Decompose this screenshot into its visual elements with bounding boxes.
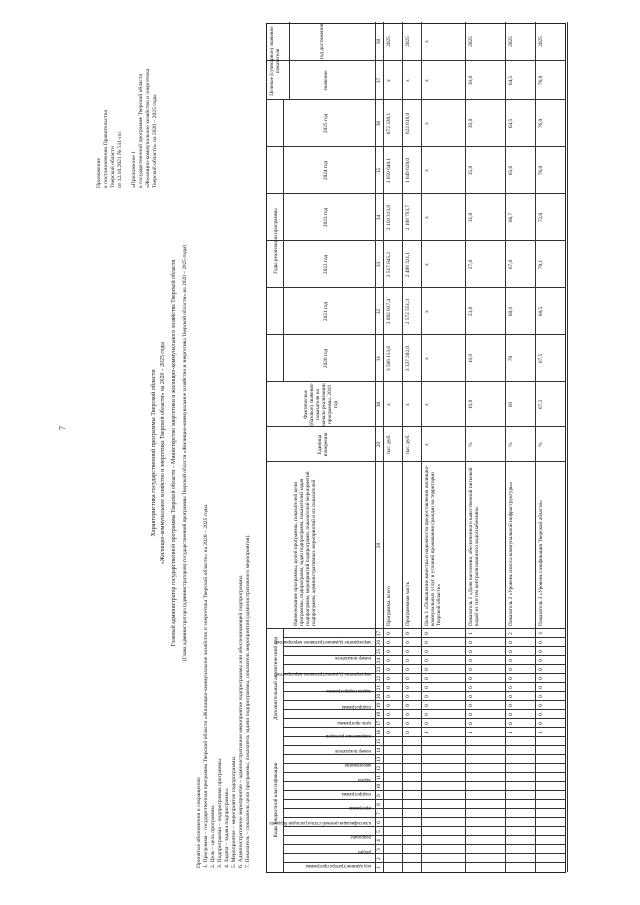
row-value: х — [386, 403, 392, 406]
row-code-digit: 0 — [424, 713, 430, 716]
column-number: 12 — [376, 765, 382, 772]
header-year: 2025 год — [323, 113, 329, 134]
document-sheet — [0, 18, 640, 888]
row-code-digit: 0 — [508, 659, 514, 662]
row-code-digit: 0 — [405, 632, 411, 635]
row-value: 68,9 — [508, 306, 514, 317]
row-value: 2025 — [405, 36, 411, 47]
approval-line: к постановлению Правительства — [103, 110, 109, 188]
row-value: 2 572 551,3 — [405, 298, 411, 325]
row-code-digit: 0 — [386, 659, 392, 662]
row-code-digit: 3 — [538, 632, 544, 635]
header-extra-column: задача подпрограммы — [326, 687, 371, 693]
header-extra-column: мероприятие (административное мероприятие) — [274, 671, 371, 677]
row-value: 69 — [508, 401, 514, 408]
row-value: х — [424, 357, 430, 360]
row-value: 672 338,1 — [386, 112, 392, 135]
note-line: 1. Программа – государственная программа Тверской области «Жилищно-коммунальное хозяйство и энергетика Тверской области» на 2020 – 2025 годы. — [203, 503, 209, 868]
column-number: 13 — [376, 756, 382, 763]
row-code-digit: 0 — [508, 677, 514, 680]
notes-block — [196, 503, 252, 868]
header-name: Наименование программы, целей программы, показателей цели программы, подпрограмм, задач подпрограмм, показателей задач подпрограмм, мероприятий подпрограмм, показателей мероприятий подпрограмм, административных мероприятий и их показателей — [293, 471, 317, 626]
row-value: 2 108 793,7 — [405, 204, 411, 231]
column-number: 26 — [376, 639, 382, 646]
row-value: 2 110 313,8 — [386, 205, 392, 230]
row-value: 39,8 — [468, 75, 474, 86]
row-value: 76,0 — [538, 75, 544, 86]
header-extra-column: подпрограмма — [341, 703, 371, 709]
column-number: 38 — [376, 38, 382, 45]
column-number: 28 — [376, 542, 382, 549]
column-number: 9 — [376, 794, 382, 797]
row-value: 2025 — [538, 36, 544, 47]
note-line: Принятые обозначения и сокращения: — [196, 776, 202, 868]
row-code-digit: 0 — [424, 650, 430, 653]
header-base: Фактическое (базовое) значение показателя на начало реализации программы, 2019 год — [303, 383, 339, 426]
grid-vline — [283, 844, 565, 845]
grid-vline — [267, 461, 565, 462]
grid-vline — [267, 240, 565, 241]
header-group-codes: Коды бюджетной классификации — [273, 762, 279, 838]
column-number: 15 — [376, 738, 382, 745]
row-value: 3 337 202,0 — [405, 345, 411, 372]
row-code-digit: 0 — [538, 677, 544, 680]
approval-line: Приложение — [96, 157, 102, 188]
row-value: х — [405, 403, 411, 406]
row-value: 76,0 — [538, 165, 544, 176]
header-code-column: программа — [348, 805, 371, 811]
row-value: х — [424, 263, 430, 266]
row-code-digit: 0 — [386, 668, 392, 671]
row-value: % — [508, 442, 514, 447]
column-number: 36 — [376, 120, 382, 127]
column-number: 5 — [376, 830, 382, 833]
row-code-digit: 0 — [508, 686, 514, 689]
approval-line: от 12.10.2021 № 511-пп — [117, 132, 123, 188]
column-number: 16 — [376, 729, 382, 736]
row-value: 2025 — [508, 36, 514, 47]
row-code-digit: 0 — [386, 677, 392, 680]
row-code-digit: 0 — [405, 677, 411, 680]
row-code-digit: 0 — [468, 695, 474, 698]
row-value: 66,7 — [508, 212, 514, 223]
row-value: х — [424, 79, 430, 82]
row-value: х — [424, 216, 430, 219]
grid-vline — [283, 835, 565, 836]
header-year: 2020 год — [323, 348, 329, 369]
note-line: 6. Административное мероприятие – административное мероприятие подпрограммы или обеспечивающей подпрограммы. — [238, 574, 244, 868]
row-value: 1 649 628,0 — [405, 157, 411, 184]
row-value: х — [424, 40, 430, 43]
grid-vline — [267, 628, 565, 629]
column-number: 25 — [376, 648, 382, 655]
row-value: 31,8 — [468, 212, 474, 223]
header-extra-column: мероприятие (административное мероприятие) — [274, 639, 371, 644]
column-number: 30 — [376, 401, 382, 408]
grid-vline — [283, 853, 565, 854]
row-code-digit: 0 — [386, 722, 392, 725]
column-number: 11 — [376, 774, 382, 781]
row-code-digit: 0 — [424, 686, 430, 689]
row-code-digit: 0 — [538, 641, 544, 644]
row-code-digit: 0 — [508, 668, 514, 671]
row-code-digit: 0 — [468, 713, 474, 716]
row-code-digit: 0 — [468, 641, 474, 644]
grid-vline — [267, 287, 565, 288]
column-number: 1 — [376, 866, 382, 869]
row-code-digit: 0 — [386, 704, 392, 707]
row-code-digit: 0 — [538, 704, 544, 707]
header-target-value: значение — [323, 70, 329, 91]
row-value: % — [468, 442, 474, 447]
column-number: 33 — [376, 261, 382, 268]
row-name: Показатель 3 «Уровень газификации Тверской области» — [538, 500, 544, 626]
row-code-digit: 0 — [405, 713, 411, 716]
row-code-digit: 0 — [386, 686, 392, 689]
row-code-digit: 0 — [424, 722, 430, 725]
row-value: 70,1 — [538, 259, 544, 270]
title-line-1: Характеристика государственной программы Тверской области — [150, 369, 157, 537]
row-value: 2 602 037,4 — [386, 298, 392, 325]
row-code-digit: 0 — [508, 695, 514, 698]
row-code-digit: 0 — [424, 659, 430, 662]
column-number: 18 — [376, 711, 382, 718]
row-code-digit: 0 — [424, 677, 430, 680]
grid-vline — [267, 334, 565, 335]
row-value: 2 488 321,1 — [405, 251, 411, 278]
row-value: 19,9 — [468, 353, 474, 364]
row-name: Показатель 1 «Доля населения, обеспеченного качественной питьевой водой из систем централизованного водоснабжения» — [468, 467, 480, 626]
grid-hline — [465, 22, 466, 872]
column-number: 8 — [376, 803, 382, 806]
header-extra-column: номер показателя — [335, 655, 371, 661]
grid-hline — [535, 22, 536, 872]
row-code-digit: 0 — [468, 704, 474, 707]
row-code-digit: 0 — [405, 704, 411, 707]
header-year: 2021 год — [323, 301, 329, 322]
grid-vline — [283, 817, 565, 818]
row-code-digit: 0 — [424, 695, 430, 698]
row-code-digit: 1 — [508, 731, 514, 734]
column-number: 21 — [376, 684, 382, 691]
column-number: 27 — [376, 630, 382, 637]
header-group-extra: Дополнительный аналитический код — [273, 636, 279, 721]
column-number: 29 — [376, 441, 382, 448]
header-code-column: подпрограмма — [341, 791, 371, 796]
header-code-column: классификация целевой статьи расходов бюджета — [269, 819, 371, 825]
grid-hline — [402, 22, 403, 872]
title-line-2: «Жилищно-коммунальное хозяйство и энергетика Тверской области» на 2020 – 2025 годы — [160, 341, 166, 565]
grid-vline — [283, 781, 565, 782]
row-value: х — [424, 122, 430, 125]
row-code-digit: 0 — [508, 722, 514, 725]
row-code-digit: 0 — [405, 641, 411, 644]
column-number: 34 — [376, 214, 382, 221]
row-value: % — [538, 442, 544, 447]
row-code-digit: 0 — [405, 722, 411, 725]
column-number: 6 — [376, 821, 382, 824]
header-group-target: Целевое (суммарное) значение показателя — [269, 26, 281, 96]
header-unit: Единица измерения — [317, 432, 329, 457]
grid-hline — [567, 22, 568, 872]
grid-vline — [267, 99, 565, 100]
grid-vline — [283, 772, 565, 773]
row-code-digit: 0 — [405, 668, 411, 671]
column-number: 23 — [376, 666, 382, 673]
grid-vline — [267, 60, 565, 61]
row-code-digit: 0 — [508, 704, 514, 707]
row-code-digit: 0 — [468, 677, 474, 680]
grid-hline — [283, 629, 284, 872]
header-code-column: номер показателя — [335, 747, 371, 753]
row-code-digit: 0 — [468, 659, 474, 662]
title-line-3: Главный администратор государственной программы Тверской области – Министерство энергетики и жилищно-коммунального хозяйства Тверской области — [171, 259, 177, 647]
row-value: 65,6 — [508, 165, 514, 176]
title-line-4: (Глава администратора (администраторов) государственной программы Тверской области «Жилищно-коммунальное хозяйство и энергетика Тверской области» на 2020 – 2025 годы) — [182, 244, 188, 662]
row-value: тыс. руб. — [386, 434, 392, 455]
row-code-digit: 1 — [424, 731, 430, 734]
column-number: 31 — [376, 355, 382, 362]
header-target-year: год достижения — [319, 23, 325, 60]
column-number: 10 — [376, 783, 382, 790]
row-value: х — [424, 310, 430, 313]
grid-vline — [283, 754, 565, 755]
row-value: 622 818,0 — [405, 112, 411, 135]
row-code-digit: 0 — [538, 695, 544, 698]
column-number: 35 — [376, 167, 382, 174]
row-code-digit: 0 — [538, 650, 544, 653]
row-value: 2 517 845,2 — [386, 251, 392, 278]
row-code-digit: 1 — [538, 731, 544, 734]
row-code-digit: 0 — [405, 686, 411, 689]
row-value: 68,5 — [538, 306, 544, 317]
column-number: 24 — [376, 657, 382, 664]
grid-vline — [283, 790, 565, 791]
row-value: 67,2 — [538, 399, 544, 410]
note-line: 3. Подпрограмма – подпрограмма программы. — [217, 757, 223, 868]
header-code-column: раздел — [357, 848, 371, 854]
grid-vline — [283, 799, 565, 800]
row-code-digit: 0 — [424, 641, 430, 644]
column-number: 7 — [376, 812, 382, 815]
row-value: 1 650 648,1 — [386, 157, 392, 184]
row-code-digit: 0 — [538, 659, 544, 662]
row-code-digit: 2 — [508, 632, 514, 635]
grid-vline — [283, 763, 565, 764]
grid-vline — [283, 808, 565, 809]
note-line: 2. Цель – цель программы. — [210, 804, 216, 868]
column-number: 32 — [376, 308, 382, 315]
row-value: 35,8 — [468, 165, 474, 176]
column-number: 2 — [376, 857, 382, 860]
header-code-column: задача — [358, 776, 371, 782]
row-name: Цель 1 «Повышение качества и надежности предоставления жилищно-коммунальных услуг и условий проживания граждан на территории Тверской области» — [424, 465, 442, 626]
header-code-column: мероприятие — [344, 762, 371, 768]
header-group-years: Годы реализации программы — [273, 208, 279, 274]
row-code-digit: 0 — [405, 731, 411, 734]
row-code-digit: 0 — [538, 668, 544, 671]
note-line: 5. Мероприятие – мероприятие подпрограммы. — [231, 755, 237, 868]
row-value: 3 566 113,6 — [386, 346, 392, 371]
grid-hline — [289, 22, 290, 100]
row-value: 23,8 — [468, 306, 474, 317]
page-number: 7 — [58, 426, 67, 430]
approval-line: к государственной программе Тверской области — [138, 73, 144, 188]
header-year: 2023 год — [323, 207, 329, 228]
note-line: 4. Задача – задача подпрограммы. — [224, 787, 230, 868]
row-code-digit: 0 — [386, 650, 392, 653]
approval-line: «Жилищно-коммунальное хозяйство и энергетика — [145, 68, 151, 188]
grid-hline — [505, 22, 506, 872]
row-code-digit: 0 — [538, 722, 544, 725]
approval-line — [124, 18, 131, 188]
row-value: 76,0 — [538, 118, 544, 129]
grid-hline — [421, 22, 422, 872]
column-number: 14 — [376, 747, 382, 754]
row-code-digit: 1 — [468, 731, 474, 734]
row-code-digit: 0 — [386, 641, 392, 644]
header-extra-column: цель программы — [337, 720, 371, 725]
row-value: 2025 — [468, 36, 474, 47]
header-code-column: направление расходов — [325, 733, 371, 739]
column-number: 19 — [376, 702, 382, 709]
grid-vline — [267, 193, 565, 194]
column-number: 20 — [376, 693, 382, 700]
header-year: 2024 год — [323, 160, 329, 181]
row-name: Показатель 2 «Уровень износа коммунальной инфраструктуры» — [508, 481, 514, 626]
column-number: 37 — [376, 77, 382, 84]
row-code-digit: 0 — [468, 650, 474, 653]
grid-hline — [383, 22, 384, 872]
row-code-digit: 0 — [424, 704, 430, 707]
row-value: х — [405, 79, 411, 82]
row-name: Программа, всего — [386, 586, 392, 626]
column-number: 3 — [376, 848, 382, 851]
row-code-digit: 0 — [508, 641, 514, 644]
row-value: 67,8 — [508, 259, 514, 270]
row-code-digit: 0 — [405, 650, 411, 653]
row-value: 67,5 — [538, 353, 544, 364]
row-code-digit: 0 — [508, 713, 514, 716]
characteristics-table — [266, 23, 566, 873]
header-code-column: подраздел — [350, 834, 371, 840]
row-value: 39,8 — [468, 118, 474, 129]
row-code-digit: 0 — [538, 713, 544, 716]
row-value: 70 — [508, 355, 514, 362]
grid-vline — [267, 146, 565, 147]
note-line: 7. Показатель – показатель цели программы, показатель задачи подпрограммы, показатель мероприятия (административного мероприятия). — [245, 534, 251, 868]
column-number: 22 — [376, 675, 382, 682]
approval-line: Тверской области — [110, 146, 116, 188]
row-code-digit: 0 — [538, 686, 544, 689]
row-code-digit: 0 — [386, 713, 392, 716]
approval-line: «Приложение 1 — [131, 150, 137, 188]
row-code-digit: 0 — [468, 668, 474, 671]
header-year: 2022 год — [323, 254, 329, 275]
header-code-column: код администратора программы — [305, 863, 371, 868]
row-code-digit: 0 — [424, 668, 430, 671]
row-value: х — [424, 169, 430, 172]
row-value: 64,5 — [508, 75, 514, 86]
row-value: х — [386, 79, 392, 82]
grid-vline — [283, 826, 565, 827]
column-number: 4 — [376, 839, 382, 842]
column-number: 17 — [376, 720, 382, 727]
row-value: х — [424, 403, 430, 406]
grid-vline — [283, 745, 565, 746]
row-code-digit: 0 — [386, 731, 392, 734]
row-value: х — [424, 443, 430, 446]
row-code-digit: 0 — [405, 695, 411, 698]
row-code-digit: 0 — [424, 632, 430, 635]
grid-hline — [283, 100, 284, 382]
approval-line: Тверской области» на 2020 – 2025 годы — [152, 94, 158, 188]
row-value: 27,8 — [468, 259, 474, 270]
row-value: 19,8 — [468, 399, 474, 410]
row-code-digit: 0 — [468, 722, 474, 725]
row-code-digit: 0 — [468, 686, 474, 689]
row-code-digit: 0 — [386, 695, 392, 698]
row-value: 64,5 — [508, 118, 514, 129]
row-value: 2025 — [386, 36, 392, 47]
row-name: Программная часть — [405, 581, 411, 626]
row-code-digit: 0 — [386, 632, 392, 635]
row-value: тыс. руб. — [405, 434, 411, 455]
row-code-digit: 0 — [405, 659, 411, 662]
row-code-digit: 1 — [468, 632, 474, 635]
row-value: 72,0 — [538, 212, 544, 223]
row-code-digit: 0 — [508, 650, 514, 653]
